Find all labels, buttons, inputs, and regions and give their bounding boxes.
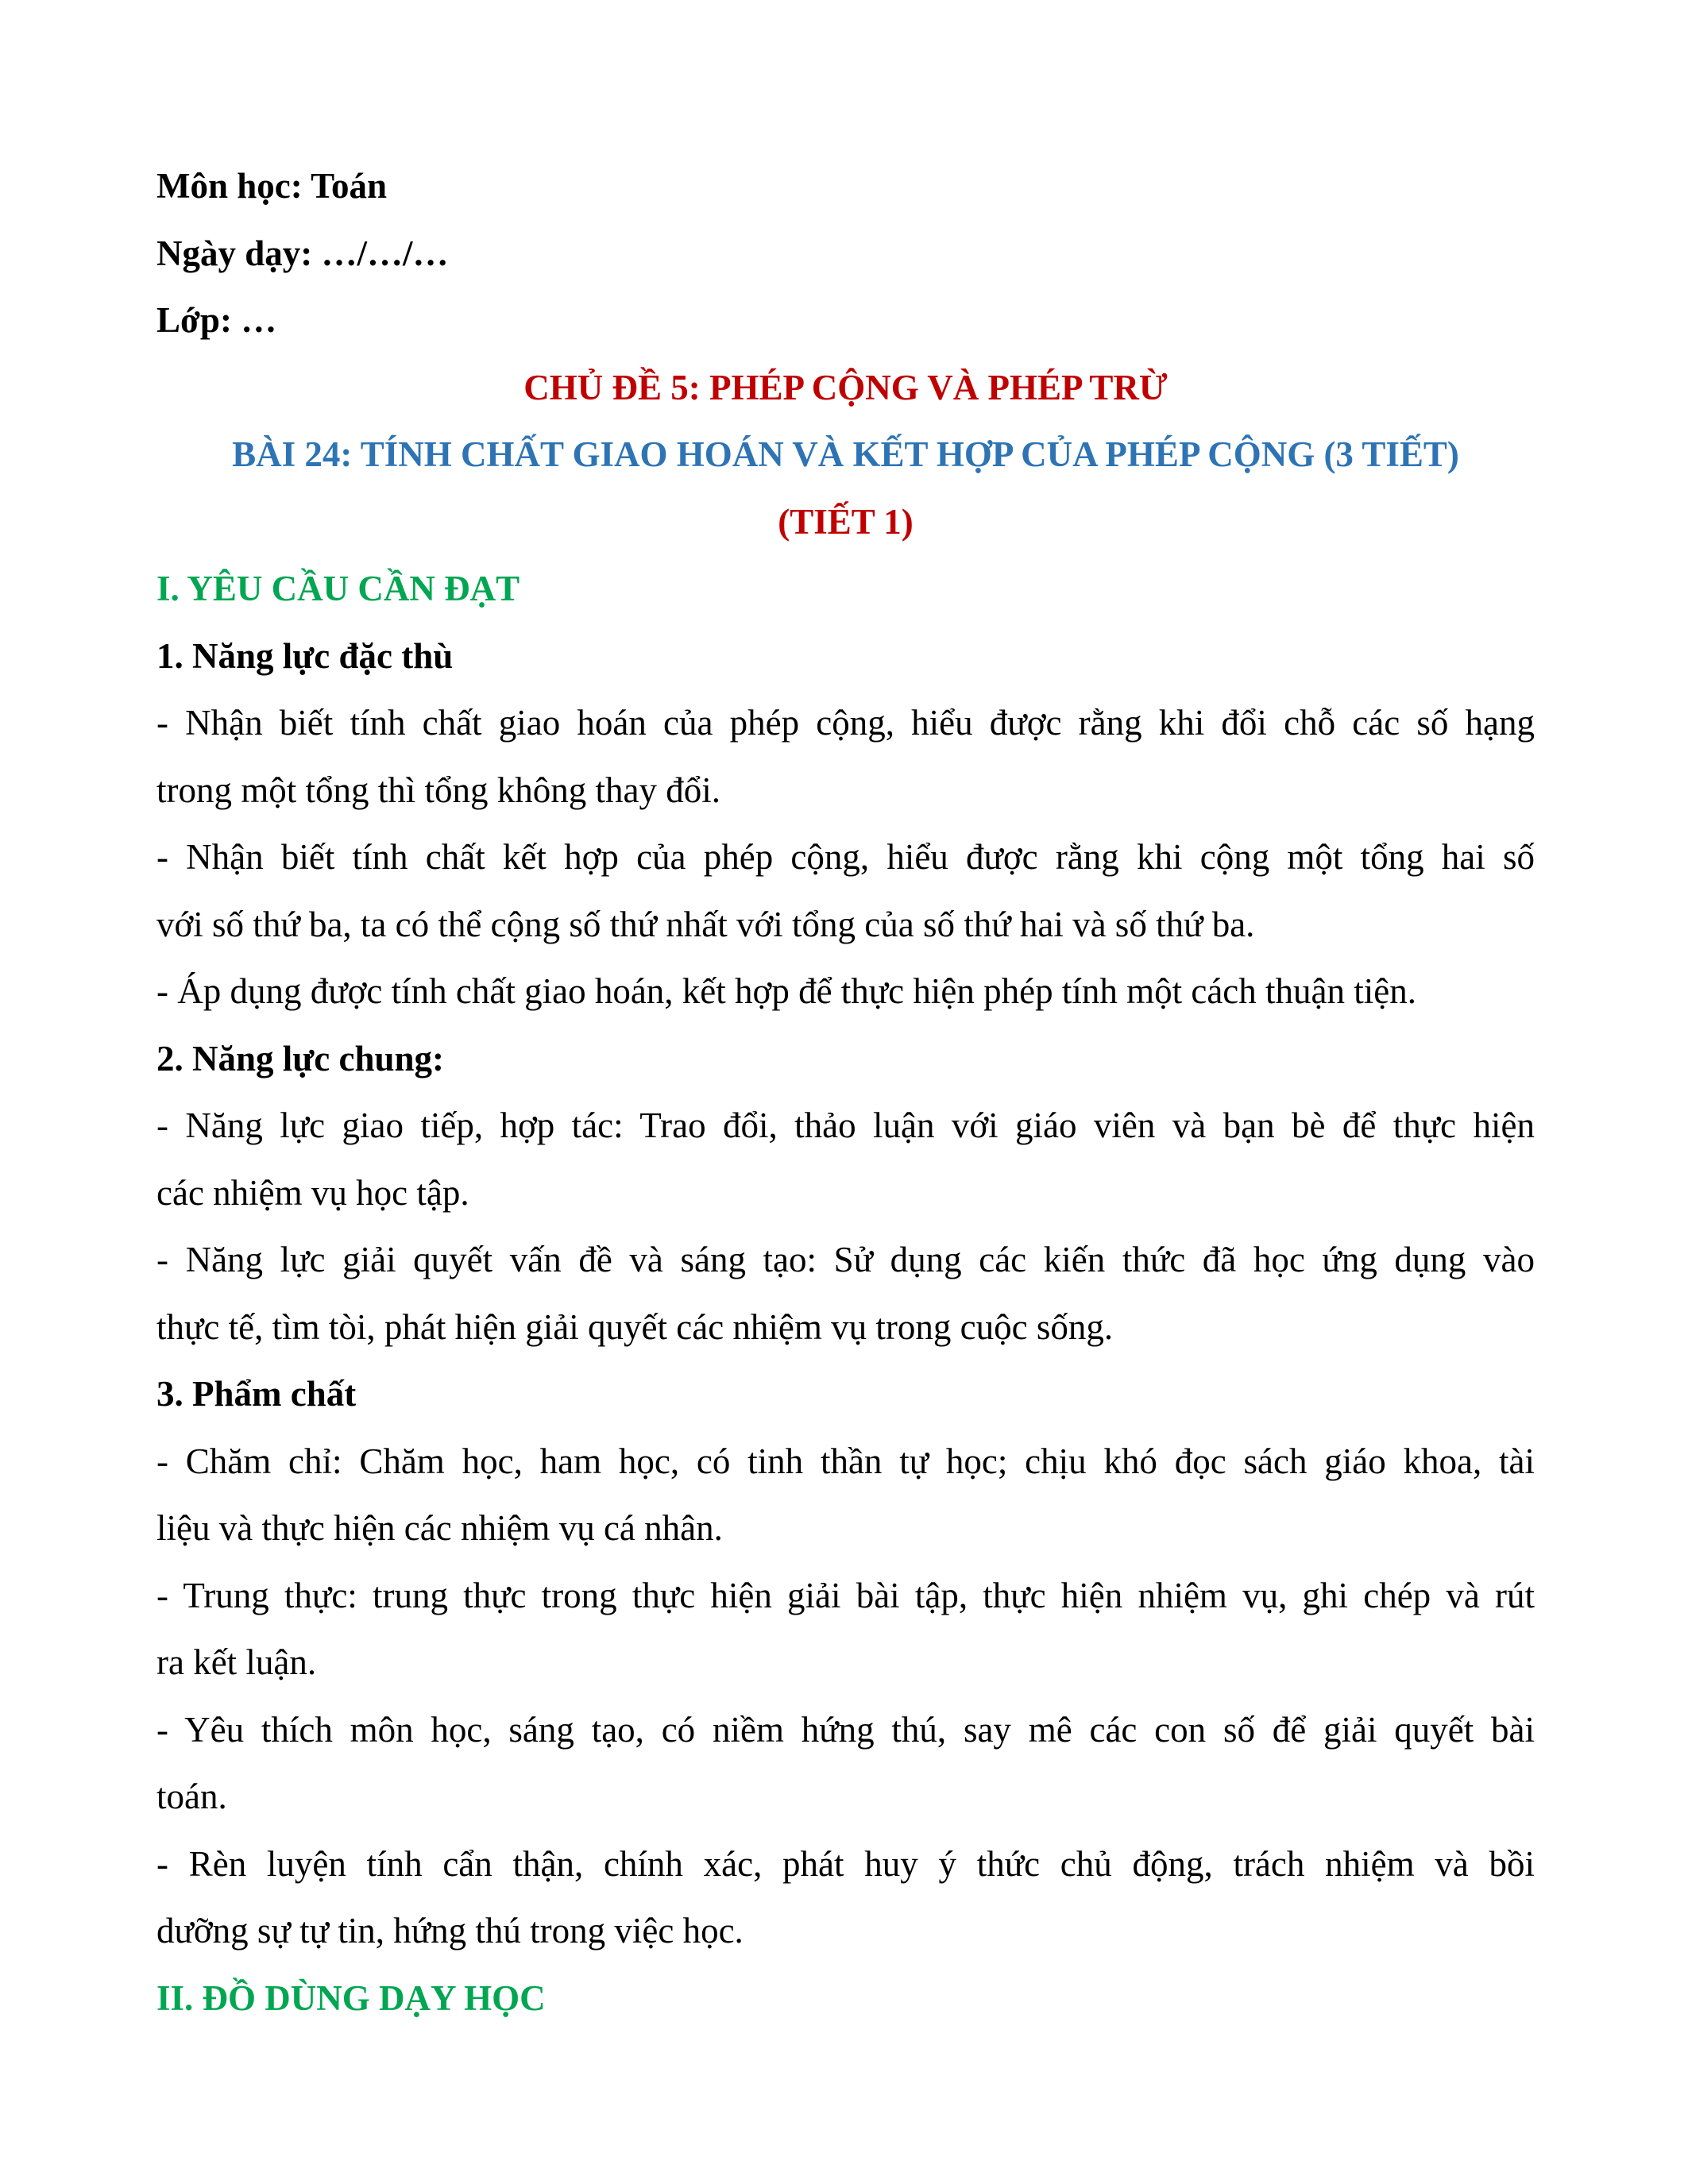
section1-heading: I. YÊU CẦU CẦN ĐẠT — [156, 569, 520, 608]
paragraph-line: ra kết luận. — [156, 1642, 317, 1682]
paragraph-line: các nhiệm vụ học tập. — [156, 1172, 469, 1213]
paragraph-line: trong một tổng thì tổng không thay đổi. — [156, 770, 720, 810]
paragraph-line: liệu và thực hiện các nhiệm vụ cá nhân. — [156, 1508, 723, 1548]
class-line: Lớp: … — [156, 300, 277, 340]
paragraph-line: - Trung thực: trung thực trong thực hiện giải bài tập, thực hiện nhiệm vụ, ghi chép và rút — [156, 1575, 1535, 1615]
topic-title: CHỦ ĐỀ 5: PHÉP CỘNG VÀ PHÉP TRỪ — [523, 367, 1168, 407]
sub1-paragraph-3: - Áp dụng được tính chất giao hoán, kết hợp để thực hiện phép tính một cách thuận tiện. — [156, 971, 1416, 1011]
paragraph-line: - Rèn luyện tính cẩn thận, chính xác, phát huy ý thức chủ động, trách nhiệm và bồi — [156, 1843, 1535, 1884]
paragraph-line: - Yêu thích môn học, sáng tạo, có niềm hứng thú, say mê các con số để giải quyết bài — [156, 1709, 1535, 1750]
subject-line: Môn học: Toán — [156, 166, 388, 206]
paragraph-line: - Năng lực giải quyết vấn đề và sáng tạo: Sử dụng các kiến thức đã học ứng dụng vào — [156, 1240, 1535, 1279]
paragraph-line: thực tế, tìm tòi, phát hiện giải quyết các nhiệm vụ trong cuộc sống. — [156, 1306, 1114, 1347]
lesson-title: BÀI 24: TÍNH CHẤT GIAO HOÁN VÀ KẾT HỢP CỦA PHÉP CỘNG (3 TIẾT) — [232, 434, 1459, 474]
section2-heading: II. ĐỒ DÙNG DẠY HỌC — [156, 1978, 546, 2018]
sub1-paragraph-2 — [156, 824, 1535, 958]
paragraph-line: toán. — [156, 1777, 227, 1816]
sub3-paragraph-1 — [156, 1428, 1535, 1562]
sub3-paragraph-3 — [156, 1696, 1535, 1831]
sub3-paragraph-2 — [156, 1562, 1535, 1696]
date-line: Ngày dạy: …/…/… — [156, 233, 449, 273]
sub3-paragraph-4 — [156, 1831, 1535, 1965]
sub1-heading: 1. Năng lực đặc thù — [156, 635, 454, 676]
sub2-paragraph-2 — [156, 1226, 1535, 1360]
sub3-heading: 3. Phẩm chất — [156, 1374, 357, 1414]
paragraph-line: - Nhận biết tính chất giao hoán của phép cộng, hiểu được rằng khi đổi chỗ các số hạng — [156, 703, 1535, 743]
sub1-paragraph-1 — [156, 689, 1535, 824]
paragraph-line: - Nhận biết tính chất kết hợp của phép cộng, hiểu được rằng khi cộng một tổng hai số — [156, 837, 1535, 877]
sub2-paragraph-1 — [156, 1092, 1535, 1226]
document-page — [156, 152, 1535, 2032]
period-title: (TIẾT 1) — [778, 501, 914, 542]
paragraph-line: dưỡng sự tự tin, hứng thú trong việc học. — [156, 1911, 744, 1951]
sub2-heading: 2. Năng lực chung: — [156, 1038, 445, 1078]
paragraph-line: - Chăm chỉ: Chăm học, ham học, có tinh thần tự học; chịu khó đọc sách giáo khoa, tài — [156, 1441, 1535, 1481]
paragraph-line: với số thứ ba, ta có thể cộng số thứ nhất với tổng của số thứ hai và số thứ ba. — [156, 904, 1255, 944]
paragraph-line: - Năng lực giao tiếp, hợp tác: Trao đổi, thảo luận với giáo viên và bạn bè để thực hiện — [156, 1106, 1535, 1145]
